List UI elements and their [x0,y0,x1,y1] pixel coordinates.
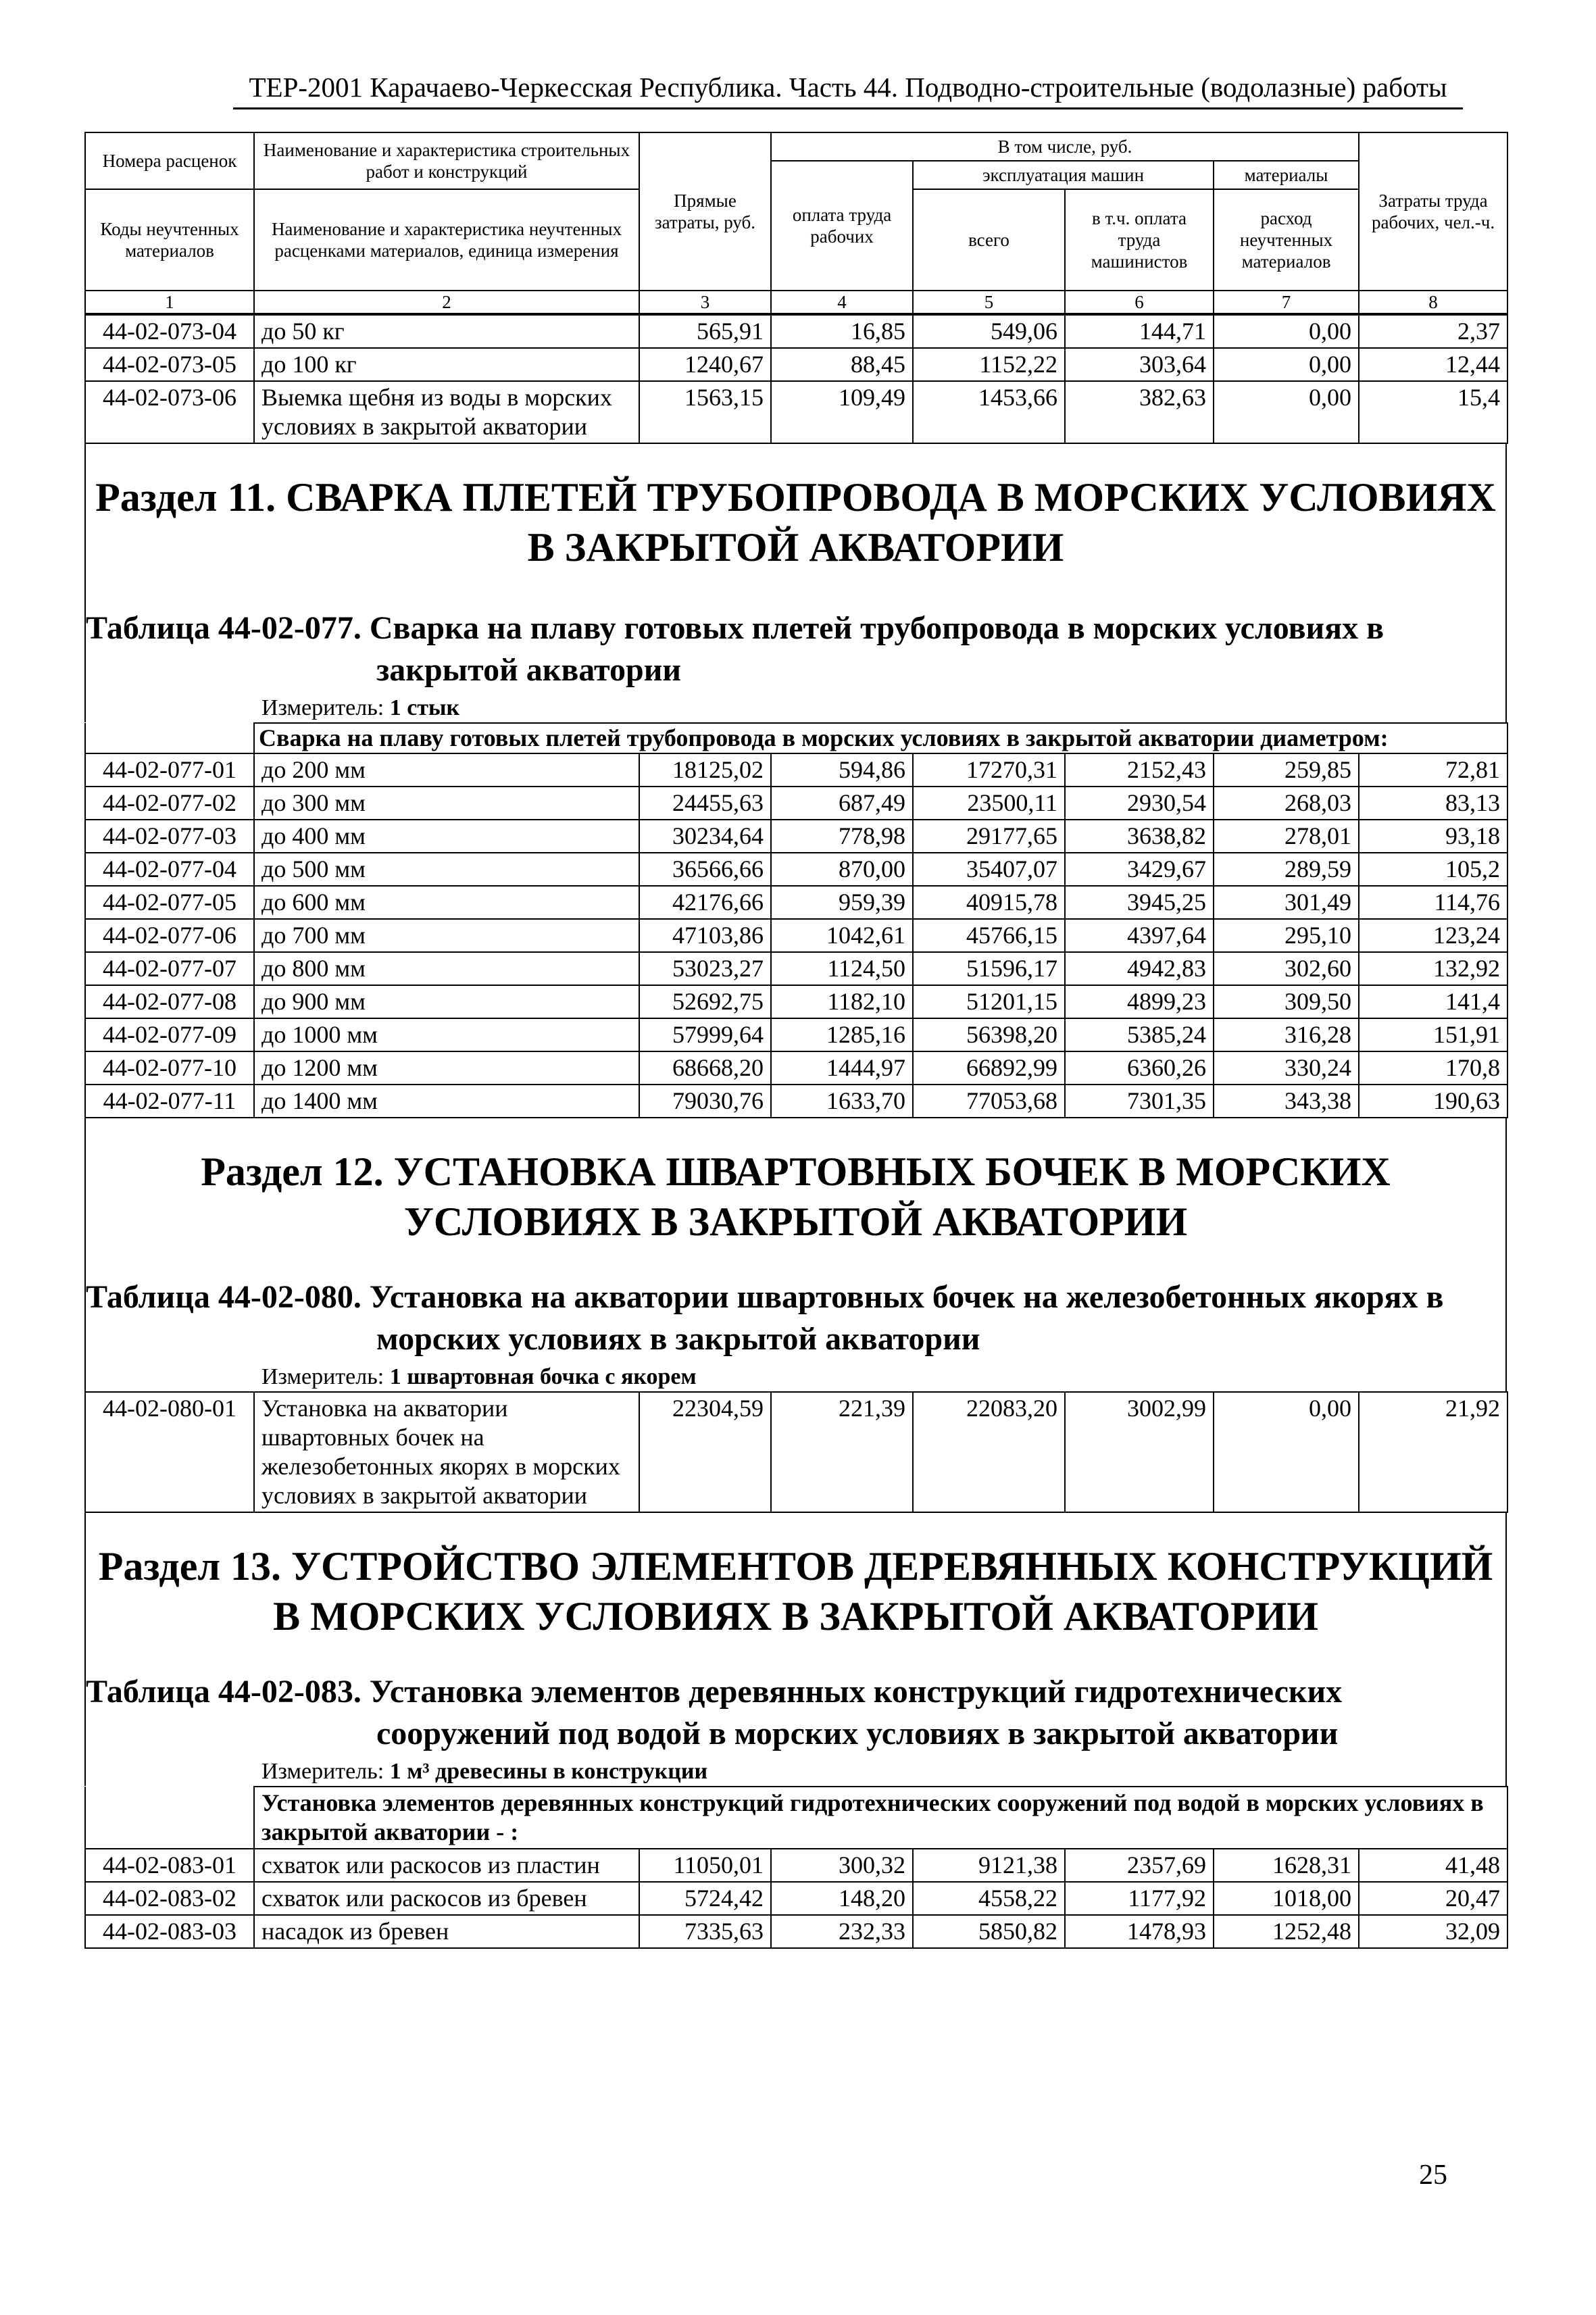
col-header-name: Наименование и характеристика строительных работ и конструкций [254,132,639,189]
rate-name: схваток или раскосов из бревен [254,1882,639,1915]
col-number: 4 [771,291,913,314]
direct-cost: 36566,66 [639,853,771,886]
table-083-title: Таблица 44-02-083. Установка элементов деревянных конструкций гидротехнических сооружений под водой в морских условиях в закрытой акватории [86,1674,1343,1751]
direct-cost: 24455,63 [639,787,771,820]
machinist-labor-cost: 303,64 [1065,348,1214,381]
machinist-labor-cost: 3002,99 [1065,1392,1214,1512]
labor-cost: 109,49 [771,381,913,443]
table-row [85,853,1507,886]
column-numbers-row [85,291,1507,314]
col-number: 8 [1359,291,1507,314]
table-row [85,1882,1507,1915]
table-080-title: Таблица 44-02-080. Установка на акватории швартовных бочек на железобетонных якорях в морских условиях в закрытой акватории [86,1279,1444,1357]
page-content [84,132,1507,1949]
rate-code: 44-02-073-04 [85,315,254,348]
labor-cost: 221,39 [771,1392,913,1512]
table-row [85,315,1507,348]
table-077-measure: Измеритель: 1 стык [261,695,460,720]
rate-name: Установка на акватории швартовных бочек на железобетонных якорях в морских условиях в закрытой акватории [254,1392,639,1512]
col-header-direct: Прямые затраты, руб. [639,132,771,291]
col-header-labor: оплата труда рабочих [771,161,913,291]
direct-cost: 79030,76 [639,1085,771,1118]
machinist-labor-cost: 382,63 [1065,381,1214,443]
labor-cost: 870,00 [771,853,913,886]
table-row [85,753,1507,787]
table-row [85,381,1507,443]
labor-hours: 72,81 [1359,753,1507,787]
col-header-codes: Номера расценок [85,132,254,189]
col-header-mach-total: всего [913,189,1065,291]
rate-code: 44-02-077-10 [85,1051,254,1085]
labor-hours: 41,48 [1359,1849,1507,1882]
page-header: ТЕР-2001 Карачаево-Черкесская Республика. Часть 44. Подводно-строительные (водолазные) работы [233,71,1463,109]
labor-cost: 88,45 [771,348,913,381]
table-083 [84,1786,1508,1949]
labor-hours: 151,91 [1359,1018,1507,1051]
machinist-labor-cost: 5385,24 [1065,1018,1214,1051]
table-080 [84,1391,1508,1513]
col-number: 5 [913,291,1065,314]
machinist-labor-cost: 4397,64 [1065,919,1214,952]
labor-hours: 105,2 [1359,853,1507,886]
section-11-frame [84,444,1507,722]
direct-cost: 30234,64 [639,820,771,853]
rate-name: до 1400 мм [254,1085,639,1118]
labor-cost: 1444,97 [771,1051,913,1085]
labor-hours: 2,37 [1359,315,1507,348]
table-row [85,1849,1507,1882]
materials-cost: 278,01 [1214,820,1359,853]
materials-cost: 0,00 [1214,348,1359,381]
col-header-hours: Затраты труда рабочих, чел.-ч. [1359,132,1507,291]
machine-cost: 1453,66 [913,381,1065,443]
rate-name: до 50 кг [254,315,639,348]
table-row [85,787,1507,820]
table-row [85,985,1507,1018]
machine-cost: 17270,31 [913,753,1065,787]
col-number: 3 [639,291,771,314]
rate-name: до 400 мм [254,820,639,853]
materials-cost: 0,00 [1214,315,1359,348]
direct-cost: 52692,75 [639,985,771,1018]
rate-code: 44-02-077-07 [85,952,254,985]
direct-cost: 53023,27 [639,952,771,985]
labor-cost: 1124,50 [771,952,913,985]
rate-code: 44-02-080-01 [85,1392,254,1512]
labor-hours: 20,47 [1359,1882,1507,1915]
table-row [85,348,1507,381]
rate-name: до 900 мм [254,985,639,1018]
col-header-incl: В том числе, руб. [771,132,1359,161]
machine-cost: 35407,07 [913,853,1065,886]
materials-cost: 343,38 [1214,1085,1359,1118]
machinist-labor-cost: 4942,83 [1065,952,1214,985]
table-row [85,1915,1507,1948]
section-13-title: Раздел 13. УСТРОЙСТВО ЭЛЕМЕНТОВ ДЕРЕВЯННЫХ КОНСТРУКЦИЙ В МОРСКИХ УСЛОВИЯХ В ЗАКРЫТОЙ АКВАТОРИИ [98,1544,1493,1639]
rate-name: схваток или раскосов из пластин [254,1849,639,1882]
labor-hours: 21,92 [1359,1392,1507,1512]
direct-cost: 47103,86 [639,919,771,952]
machine-cost: 23500,11 [913,787,1065,820]
labor-cost: 594,86 [771,753,913,787]
materials-cost: 1628,31 [1214,1849,1359,1882]
machine-cost: 56398,20 [913,1018,1065,1051]
labor-cost: 1285,16 [771,1018,913,1051]
col-number: 1 [85,291,254,314]
machine-cost: 40915,78 [913,886,1065,919]
rate-name: до 500 мм [254,853,639,886]
col-header-mach-labor: в т.ч. оплата труда машинистов [1065,189,1214,291]
machinist-labor-cost: 2357,69 [1065,1849,1214,1882]
labor-hours: 93,18 [1359,820,1507,853]
section-12-frame [84,1118,1507,1391]
labor-cost: 148,20 [771,1882,913,1915]
labor-cost: 959,39 [771,886,913,919]
labor-hours: 83,13 [1359,787,1507,820]
labor-hours: 170,8 [1359,1051,1507,1085]
direct-cost: 57999,64 [639,1018,771,1051]
section-13-frame [84,1513,1507,1786]
machine-cost: 549,06 [913,315,1065,348]
col-number: 7 [1214,291,1359,314]
machinist-labor-cost: 4899,23 [1065,985,1214,1018]
col-header-mat-name: Наименование и характеристика неучтенных расценками материалов, единица измерения [254,189,639,291]
labor-hours: 123,24 [1359,919,1507,952]
machine-cost: 77053,68 [913,1085,1065,1118]
materials-cost: 1018,00 [1214,1882,1359,1915]
labor-hours: 15,4 [1359,381,1507,443]
rate-name: до 800 мм [254,952,639,985]
labor-hours: 12,44 [1359,348,1507,381]
labor-cost: 1633,70 [771,1085,913,1118]
materials-cost: 330,24 [1214,1051,1359,1085]
labor-cost: 687,49 [771,787,913,820]
rate-code: 44-02-077-03 [85,820,254,853]
column-header-table [84,132,1508,314]
table-row [85,886,1507,919]
machine-cost: 1152,22 [913,348,1065,381]
materials-cost: 268,03 [1214,787,1359,820]
machine-cost: 9121,38 [913,1849,1065,1882]
materials-cost: 316,28 [1214,1018,1359,1051]
direct-cost: 42176,66 [639,886,771,919]
table-row [85,1051,1507,1085]
rate-name: до 1000 мм [254,1018,639,1051]
rate-code: 44-02-077-04 [85,853,254,886]
machine-cost: 29177,65 [913,820,1065,853]
col-header-expl: эксплуатация машин [913,161,1214,189]
labor-cost: 232,33 [771,1915,913,1948]
rate-code: 44-02-083-01 [85,1849,254,1882]
table-row [85,820,1507,853]
table-077 [84,722,1508,1118]
rate-code: 44-02-077-09 [85,1018,254,1051]
machinist-labor-cost: 3945,25 [1065,886,1214,919]
table-row [85,919,1507,952]
rate-name: до 300 мм [254,787,639,820]
rate-code: 44-02-073-06 [85,381,254,443]
col-number: 6 [1065,291,1214,314]
rate-name: до 200 мм [254,753,639,787]
machinist-labor-cost: 2930,54 [1065,787,1214,820]
machine-cost: 4558,22 [913,1882,1065,1915]
col-header-mat-use: расход неучтенных материалов [1214,189,1359,291]
direct-cost: 1240,67 [639,348,771,381]
rate-code: 44-02-077-11 [85,1085,254,1118]
rate-name: Выемка щебня из воды в морских условиях в закрытой акватории [254,381,639,443]
col-header-mat: материалы [1214,161,1359,189]
machinist-labor-cost: 7301,35 [1065,1085,1214,1118]
machinist-labor-cost: 1177,92 [1065,1882,1214,1915]
machinist-labor-cost: 3638,82 [1065,820,1214,853]
machinist-labor-cost: 3429,67 [1065,853,1214,886]
labor-hours: 32,09 [1359,1915,1507,1948]
labor-cost: 300,32 [771,1849,913,1882]
materials-cost: 259,85 [1214,753,1359,787]
machinist-labor-cost: 6360,26 [1065,1051,1214,1085]
machine-cost: 51201,15 [913,985,1065,1018]
machine-cost: 51596,17 [913,952,1065,985]
materials-cost: 301,49 [1214,886,1359,919]
rate-code: 44-02-077-02 [85,787,254,820]
direct-cost: 7335,63 [639,1915,771,1948]
labor-hours: 190,63 [1359,1085,1507,1118]
labor-hours: 141,4 [1359,985,1507,1018]
table-row [85,1018,1507,1051]
rate-name: до 700 мм [254,919,639,952]
direct-cost: 11050,01 [639,1849,771,1882]
rate-code: 44-02-083-02 [85,1882,254,1915]
col-number: 2 [254,291,639,314]
materials-cost: 302,60 [1214,952,1359,985]
materials-cost: 309,50 [1214,985,1359,1018]
table-row [85,1392,1507,1512]
direct-cost: 1563,15 [639,381,771,443]
direct-cost: 5724,42 [639,1882,771,1915]
table-077-subheader: Сварка на плаву готовых плетей трубопровода в морских условиях в закрытой акватории диаметром: [254,723,1507,753]
section-12-title: Раздел 12. УСТАНОВКА ШВАРТОВНЫХ БОЧЕК В МОРСКИХ УСЛОВИЯХ В ЗАКРЫТОЙ АКВАТОРИИ [201,1149,1391,1244]
machine-cost: 45766,15 [913,919,1065,952]
materials-cost: 289,59 [1214,853,1359,886]
rate-code: 44-02-077-01 [85,753,254,787]
direct-cost: 68668,20 [639,1051,771,1085]
rate-name: до 600 мм [254,886,639,919]
labor-cost: 1042,61 [771,919,913,952]
materials-cost: 1252,48 [1214,1915,1359,1948]
materials-cost: 295,10 [1214,919,1359,952]
section-11-title: Раздел 11. СВАРКА ПЛЕТЕЙ ТРУБОПРОВОДА В МОРСКИХ УСЛОВИЯХ В ЗАКРЫТОЙ АКВАТОРИИ [95,475,1496,570]
rate-name: насадок из бревен [254,1915,639,1948]
table-080-measure: Измеритель: 1 швартовная бочка с якорем [261,1364,697,1389]
labor-cost: 1182,10 [771,985,913,1018]
rate-code: 44-02-077-05 [85,886,254,919]
labor-hours: 114,76 [1359,886,1507,919]
machinist-labor-cost: 2152,43 [1065,753,1214,787]
labor-hours: 132,92 [1359,952,1507,985]
labor-cost: 16,85 [771,315,913,348]
rate-code: 44-02-073-05 [85,348,254,381]
table-row [85,952,1507,985]
labor-cost: 778,98 [771,820,913,853]
machinist-labor-cost: 1478,93 [1065,1915,1214,1948]
direct-cost: 22304,59 [639,1392,771,1512]
materials-cost: 0,00 [1214,381,1359,443]
rate-code: 44-02-083-03 [85,1915,254,1948]
machine-cost: 66892,99 [913,1051,1065,1085]
machinist-labor-cost: 144,71 [1065,315,1214,348]
table-row [85,1085,1507,1118]
table-083-subheader: Установка элементов деревянных конструкций гидротехнических сооружений под водой в морских условиях в закрытой акватории - : [254,1787,1507,1849]
table-077-title: Таблица 44-02-077. Сварка на плаву готовых плетей трубопровода в морских условиях в закрытой акватории [86,610,1385,688]
materials-cost: 0,00 [1214,1392,1359,1512]
page-number: 25 [1419,2160,1447,2191]
table-083-measure: Измеритель: 1 м³ древесины в конструкции [261,1759,708,1784]
table-073 [84,314,1508,444]
direct-cost: 18125,02 [639,753,771,787]
col-header-mat-codes: Коды неучтенных материалов [85,189,254,291]
machine-cost: 22083,20 [913,1392,1065,1512]
rate-code: 44-02-077-06 [85,919,254,952]
direct-cost: 565,91 [639,315,771,348]
rate-code: 44-02-077-08 [85,985,254,1018]
rate-name: до 100 кг [254,348,639,381]
machine-cost: 5850,82 [913,1915,1065,1948]
rate-name: до 1200 мм [254,1051,639,1085]
